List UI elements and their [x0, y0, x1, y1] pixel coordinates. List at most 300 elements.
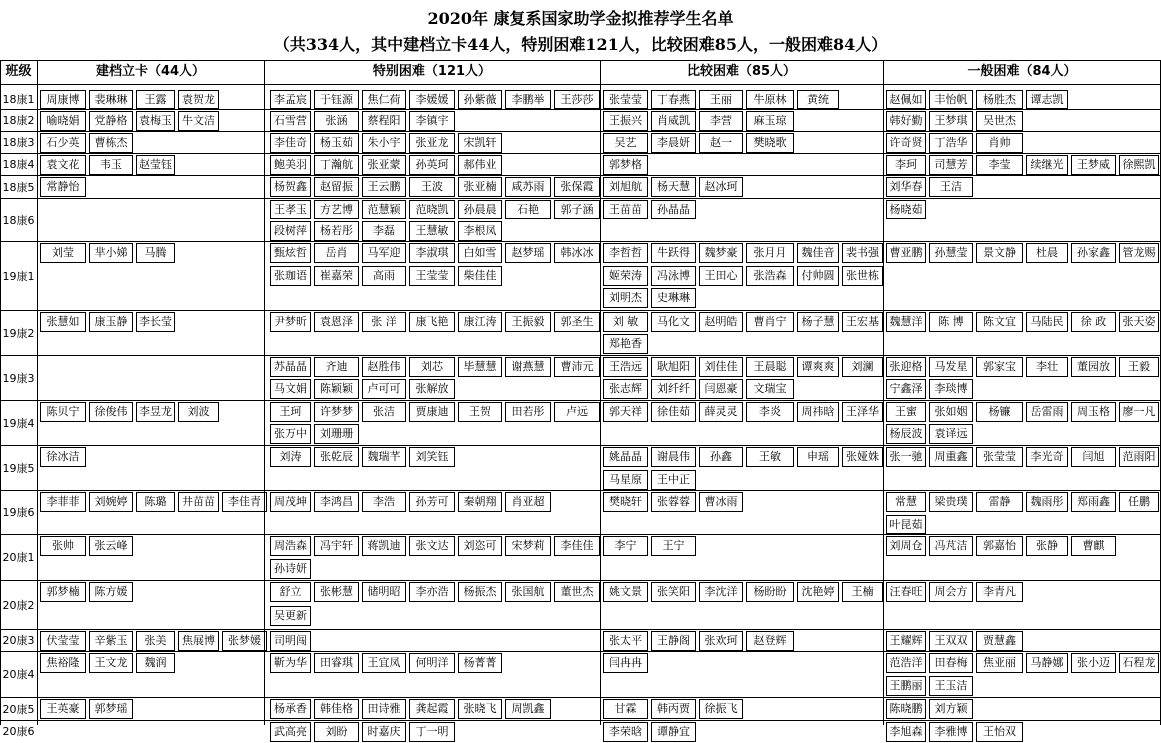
student-name: 常慧: [886, 492, 926, 512]
student-name: 董世杰: [554, 582, 600, 602]
student-name: 袁贺龙: [178, 90, 219, 109]
student-name: 王浩远: [603, 357, 648, 377]
student-name: 赵胜伟: [362, 357, 406, 377]
student-name: 杨贺鑫: [270, 177, 311, 197]
student-name: 卢可可: [362, 379, 406, 399]
student-name: 张解放: [409, 379, 455, 399]
student-name: 白如雪: [458, 243, 502, 263]
student-name: 王宜凤: [362, 653, 406, 673]
student-name: 马文娟: [270, 379, 311, 399]
student-name: 段树萍: [270, 221, 311, 241]
student-name: 赵留振: [314, 177, 359, 197]
student-name: 龚起霞: [409, 699, 455, 719]
student-name: 杨若彤: [314, 221, 359, 241]
student-name: 张一驰: [886, 447, 926, 467]
student-name: 石艳: [505, 200, 551, 219]
student-name: 杨菁菁: [458, 653, 502, 673]
grid-line: [0, 109, 1161, 110]
student-name: 李昱龙: [136, 402, 175, 422]
student-name: 靳为华: [270, 653, 311, 673]
student-name: 李壮: [1026, 357, 1068, 377]
grid-line: [0, 400, 1161, 401]
student-name: 魏佳音: [797, 243, 839, 263]
student-name: 孙晨晨: [458, 200, 502, 219]
class-label: 20康2: [2, 599, 35, 612]
student-name: 魏瑞芊: [362, 447, 406, 467]
class-label: 18康4: [2, 158, 35, 171]
student-name: 喻晓娟: [40, 111, 86, 131]
student-name: 赵佩如: [886, 90, 926, 109]
student-name: 李长莹: [136, 312, 175, 332]
student-name: 井苗苗: [178, 492, 219, 512]
student-name: 王怡双: [976, 722, 1023, 742]
student-name: 郭嘉怡: [976, 536, 1023, 556]
student-name: 闫恩豪: [699, 379, 743, 399]
student-name: 张迎格: [886, 357, 926, 377]
student-name: 张文达: [409, 536, 455, 556]
student-name: 康飞艳: [409, 312, 455, 332]
student-name: 苏晶晶: [270, 357, 311, 377]
student-name: 李佳青: [222, 492, 267, 512]
student-name: 李雅博: [929, 722, 973, 742]
student-name: 张慧如: [40, 312, 86, 332]
student-name: 张太平: [603, 631, 648, 651]
class-label: 18康2: [2, 114, 35, 127]
grid-line: [264, 60, 265, 725]
student-name: 付帅圆: [797, 266, 839, 286]
class-label: 18康3: [2, 136, 35, 149]
student-name: 王鹏丽: [886, 676, 926, 696]
student-name: 马腾: [136, 243, 175, 263]
student-name: 尹梦昕: [270, 312, 311, 332]
student-name: 焦裕隆: [40, 653, 86, 673]
student-name: 王毅: [1119, 357, 1159, 377]
student-name: 杜晨: [1026, 243, 1068, 263]
student-name: 吴更新: [270, 606, 311, 626]
student-name: 李浩: [362, 492, 406, 512]
grid-line: [0, 131, 1161, 132]
student-name: 孙鑫: [699, 447, 743, 467]
student-name: 马化文: [651, 312, 696, 332]
grid-line: [0, 355, 1161, 356]
student-name: 徐俊伟: [89, 402, 133, 422]
student-name: 齐迪: [314, 357, 359, 377]
student-name: 刘莹: [40, 243, 86, 263]
section-header: 特别困难（121人）: [372, 64, 492, 79]
student-name: 陈文宜: [976, 312, 1023, 332]
student-name: 张乾辰: [314, 447, 359, 467]
student-name: 孙芳可: [409, 492, 455, 512]
student-name: 张亚蒙: [362, 155, 406, 175]
student-name: 王孝玉: [270, 200, 311, 219]
student-name: 何明洋: [409, 653, 455, 673]
student-name: 周康博: [40, 90, 86, 109]
student-name: 王贺: [458, 402, 502, 422]
student-name: 田若彤: [505, 402, 551, 422]
student-name: 郭子涵: [554, 200, 600, 219]
student-name: 孙诗妍: [270, 559, 311, 579]
student-name: 刘纤纤: [651, 379, 696, 399]
student-name: 范晓凯: [409, 200, 455, 219]
student-name: 孙晶晶: [651, 200, 696, 219]
student-name: 于钰源: [314, 90, 359, 109]
student-name: 王露: [136, 90, 175, 109]
student-name: 蒋凯迪: [362, 536, 406, 556]
student-name: 王宏基: [842, 312, 883, 332]
student-name: 孙英珂: [409, 155, 455, 175]
grid-line: [0, 651, 1161, 652]
student-name: 张帅: [40, 536, 86, 556]
page-subtitle: （共334人，其中建档立卡44人，特别困难121人，比较困难85人，一般困难84人）: [273, 35, 888, 54]
student-name: 张欢珂: [699, 631, 743, 651]
grid-line: [0, 445, 1161, 446]
student-name: 肖威凯: [651, 111, 696, 131]
grid-line: [0, 629, 1161, 630]
student-name: 张小迈: [1071, 653, 1116, 673]
student-name: 续继光: [1026, 155, 1068, 175]
student-name: 刘波: [178, 402, 219, 422]
student-name: 甘霖: [603, 699, 648, 719]
grid-line: [0, 153, 1161, 154]
student-name: 张蓉蓉: [651, 492, 696, 512]
class-label: 18康6: [2, 214, 35, 227]
student-name: 石雪营: [270, 111, 311, 131]
student-name: 周浩森: [270, 536, 311, 556]
student-name: 王波: [409, 177, 455, 197]
student-name: 徐振飞: [699, 699, 743, 719]
student-name: 郭圣生: [554, 312, 600, 332]
student-name: 王振毅: [505, 312, 551, 332]
student-name: 张天姿: [1119, 312, 1159, 332]
student-name: 王珂: [270, 402, 311, 422]
student-name: 牛文洁: [178, 111, 219, 131]
student-name: 申瑶: [797, 447, 839, 467]
student-name: 闫冉冉: [603, 653, 648, 673]
student-name: 卢远: [554, 402, 600, 422]
student-name: 景文静: [976, 243, 1023, 263]
student-name: 鲍美羽: [270, 155, 311, 175]
student-name: 王振兴: [603, 111, 648, 131]
student-name: 陈颖颖: [314, 379, 359, 399]
student-name: 张月月: [746, 243, 794, 263]
student-name: 刘华春: [886, 177, 926, 197]
student-name: 樊晓轩: [603, 492, 648, 512]
student-name: 王梦琪: [929, 111, 973, 131]
student-name: 魏润: [136, 653, 175, 673]
student-name: 王莹莹: [409, 266, 455, 286]
student-name: 康玉静: [89, 312, 133, 332]
student-name: 李鹏举: [505, 90, 551, 109]
student-name: 王晨聪: [746, 357, 794, 377]
page-header: [0, 0, 1161, 60]
student-name: 张云峰: [89, 536, 133, 556]
student-name: 杨盼盼: [746, 582, 794, 602]
student-name: 赵一: [699, 133, 743, 153]
student-name: 冯泳博: [651, 266, 696, 286]
student-name: 张亚龙: [409, 133, 455, 153]
student-name: 李炎: [746, 402, 794, 422]
student-name: 田春梅: [929, 653, 973, 673]
student-name: 王静阁: [651, 631, 696, 651]
student-name: 范雨阳: [1119, 447, 1159, 467]
student-name: 马星原: [603, 470, 648, 490]
student-name: 魏雨彤: [1026, 492, 1068, 512]
student-name: 刘方颖: [929, 699, 973, 719]
student-name: 宋凯轩: [458, 133, 502, 153]
student-name: 任鹏: [1119, 492, 1159, 512]
student-name: 张涵: [314, 111, 359, 131]
student-name: 许奇贤: [886, 133, 926, 153]
student-name: 袁文花: [40, 155, 86, 175]
student-name: 徐冰洁: [40, 447, 86, 467]
class-label: 20康3: [2, 634, 35, 647]
student-name: 张梦媛: [222, 631, 267, 651]
student-name: 袁恩泽: [314, 312, 359, 332]
student-name: 郭梦瑶: [89, 699, 133, 719]
student-name: 王莎莎: [554, 90, 600, 109]
student-name: 樊晓歌: [746, 133, 794, 153]
student-name: 陈方媛: [89, 582, 133, 602]
section-header: 一般困难（84人）: [967, 64, 1077, 79]
student-name: 刘芯: [409, 357, 455, 377]
student-name: 周凯鑫: [505, 699, 551, 719]
student-name: 李琰博: [929, 379, 973, 399]
student-name: 王梦威: [1071, 155, 1116, 175]
student-name: 谢燕慧: [505, 357, 551, 377]
student-name: 李宁: [603, 536, 648, 556]
student-name: 丁浩华: [929, 133, 973, 153]
grid-line: [0, 241, 1161, 242]
student-name: 王慧敏: [409, 221, 455, 241]
student-name: 丁春燕: [651, 90, 696, 109]
class-label: 20康6: [2, 725, 35, 738]
student-name: 王苗苗: [603, 200, 648, 219]
student-name: 贾慧鑫: [976, 631, 1023, 651]
student-name: 曹栋杰: [89, 133, 133, 153]
student-name: 杨振杰: [458, 582, 502, 602]
student-table: [0, 60, 1161, 738]
student-name: 李佳佳: [554, 536, 600, 556]
student-name: 李镇宇: [409, 111, 455, 131]
student-name: 李磊: [362, 221, 406, 241]
student-name: 石少英: [40, 133, 86, 153]
student-name: 李莹: [976, 155, 1023, 175]
student-name: 魏慧洋: [886, 312, 926, 332]
student-name: 张洁: [362, 402, 406, 422]
student-name: 王玉洁: [929, 676, 973, 696]
student-name: 谭爽爽: [797, 357, 839, 377]
student-name: 刘佳佳: [699, 357, 743, 377]
student-name: 王蜜: [886, 402, 926, 422]
student-name: 刘笑钰: [409, 447, 455, 467]
student-name: 蔡程阳: [362, 111, 406, 131]
grid-line: [0, 490, 1161, 491]
student-name: 裴书强: [842, 243, 883, 263]
student-name: 王泽华: [842, 402, 883, 422]
student-name: 刘恣可: [458, 536, 502, 556]
student-name: 王文龙: [89, 653, 133, 673]
student-name: 刘明杰: [603, 288, 648, 308]
student-name: 郭家宝: [976, 357, 1023, 377]
student-name: 辛紫玉: [89, 631, 133, 651]
student-name: 周祎晗: [797, 402, 839, 422]
student-name: 韦玉: [89, 155, 133, 175]
student-name: 舒立: [270, 582, 311, 602]
grid-line: [600, 60, 601, 725]
student-name: 杨晓茹: [886, 200, 926, 219]
page-title: 2020年 康复系国家助学金拟推荐学生名单: [427, 9, 734, 28]
student-name: 王耀辉: [886, 631, 926, 651]
student-name: 张世栋: [842, 266, 883, 286]
student-name: 肖亚超: [505, 492, 551, 512]
student-name: 李营: [699, 111, 743, 131]
student-name: 韩丙贾: [651, 699, 696, 719]
student-name: 张莹莹: [976, 447, 1023, 467]
grid-line: [0, 310, 1161, 311]
student-name: 赵梦瑶: [505, 243, 551, 263]
student-name: 柴佳佳: [458, 266, 502, 286]
student-name: 焦亚丽: [976, 653, 1023, 673]
student-name: 武高亮: [270, 722, 311, 742]
grid-line: [0, 580, 1161, 581]
student-name: 史琳琳: [651, 288, 696, 308]
student-name: 孙紫薇: [458, 90, 502, 109]
student-name: 张如姻: [929, 402, 973, 422]
student-name: 许梦梦: [314, 402, 359, 422]
student-name: 宁鑫泽: [886, 379, 926, 399]
student-name: 李孟宸: [270, 90, 311, 109]
student-name: 姚文景: [603, 582, 648, 602]
class-label: 19康3: [2, 372, 35, 385]
student-name: 韩佳格: [314, 699, 359, 719]
student-name: 周重鑫: [929, 447, 973, 467]
student-name: 孙家鑫: [1071, 243, 1116, 263]
student-name: 魏梦豪: [699, 243, 743, 263]
student-name: 张珈语: [270, 266, 311, 286]
student-name: 徐佳茹: [651, 402, 696, 422]
student-name: 吴世杰: [976, 111, 1023, 131]
student-name: 张笑阳: [651, 582, 696, 602]
student-name: 张保霞: [554, 177, 600, 197]
section-header: 比较困难（85人）: [686, 64, 797, 79]
section-header: 建档立卡（44人）: [95, 64, 206, 79]
student-name: 汪春旺: [886, 582, 926, 602]
student-name: 谭志凯: [1026, 90, 1068, 109]
class-label: 18康5: [2, 181, 35, 194]
student-name: 徐熙凯: [1119, 155, 1159, 175]
class-label: 19康2: [2, 327, 35, 340]
student-name: 司慧芳: [929, 155, 973, 175]
student-name: 李旭森: [886, 722, 926, 742]
student-name: 马静娜: [1026, 653, 1068, 673]
student-name: 赵明皓: [699, 312, 743, 332]
student-name: 杨镰: [976, 402, 1023, 422]
student-name: 李青凡: [976, 582, 1023, 602]
student-name: 马陆民: [1026, 312, 1068, 332]
student-name: 张晓飞: [458, 699, 502, 719]
student-name: 陈晓鹏: [886, 699, 926, 719]
student-name: 张莹莹: [603, 90, 648, 109]
student-name: 张娅姝: [842, 447, 883, 467]
student-name: 薛灵灵: [699, 402, 743, 422]
student-name: 张浩森: [746, 266, 794, 286]
student-name: 张美: [136, 631, 175, 651]
student-name: 杨子慧: [797, 312, 839, 332]
class-label: 19康4: [2, 417, 35, 430]
student-name: 储明昭: [362, 582, 406, 602]
student-name: 甄炫哲: [270, 243, 311, 263]
student-name: 王英豪: [40, 699, 86, 719]
student-name: 杨辰波: [886, 424, 926, 444]
student-name: 李鸿昌: [314, 492, 359, 512]
student-name: 韩好勤: [886, 111, 926, 131]
student-name: 宋梦莉: [505, 536, 551, 556]
student-name: 时嘉庆: [362, 722, 406, 742]
student-name: 姬荣涛: [603, 266, 648, 286]
student-name: 咸苏雨: [505, 177, 551, 197]
student-name: 曹冰雨: [699, 492, 743, 512]
grid-line: [0, 534, 1161, 535]
grid-line: [0, 175, 1161, 176]
student-name: 吴艺: [603, 133, 648, 153]
student-name: 李根凤: [458, 221, 502, 241]
student-name: 赵登辉: [746, 631, 794, 651]
student-name: 牛跃得: [651, 243, 696, 263]
student-name: 郭梦格: [603, 155, 648, 175]
class-label: 19康5: [2, 462, 35, 475]
student-name: 郭梦楠: [40, 582, 86, 602]
student-name: 袁译远: [929, 424, 973, 444]
grid-line: [37, 60, 38, 725]
student-name: 田睿琪: [314, 653, 359, 673]
student-name: 郑艳香: [603, 334, 648, 354]
student-name: 郑雨鑫: [1071, 492, 1116, 512]
student-name: 曹沛元: [554, 357, 600, 377]
student-name: 杨承香: [270, 699, 311, 719]
student-name: 丁一明: [409, 722, 455, 742]
student-name: 崔嘉荣: [314, 266, 359, 286]
student-name: 周会方: [929, 582, 973, 602]
student-name: 贾康迪: [409, 402, 455, 422]
class-column-header: 班级: [5, 64, 32, 79]
student-name: 曹亚鹏: [886, 243, 926, 263]
student-name: 孙慧莹: [929, 243, 973, 263]
student-name: 常静怡: [40, 177, 86, 197]
student-name: 王楠: [842, 582, 883, 602]
student-name: 陈贝宁: [40, 402, 86, 422]
student-name: 赵莹钰: [136, 155, 175, 175]
student-name: 李沈洋: [699, 582, 743, 602]
student-name: 杨玉茹: [314, 133, 359, 153]
student-name: 沈艳婷: [797, 582, 839, 602]
student-name: 叶昆茹: [886, 515, 926, 534]
student-name: 闫旭: [1071, 447, 1116, 467]
student-name: 李晨妍: [651, 133, 696, 153]
student-name: 牛原林: [746, 90, 794, 109]
student-name: 岳雷雨: [1026, 402, 1068, 422]
student-name: 李亦浩: [409, 582, 455, 602]
student-name: 管龙赐: [1119, 243, 1159, 263]
student-name: 石程龙: [1119, 653, 1159, 673]
student-name: 李佳奇: [270, 133, 311, 153]
grid-line: [0, 720, 1161, 721]
student-name: 刘周仓: [886, 536, 926, 556]
student-name: 刘涛: [270, 447, 311, 467]
student-name: 郝伟业: [458, 155, 502, 175]
student-name: 王中正: [651, 470, 696, 490]
student-name: 张万中: [270, 424, 311, 444]
student-name: 张彬慧: [314, 582, 359, 602]
